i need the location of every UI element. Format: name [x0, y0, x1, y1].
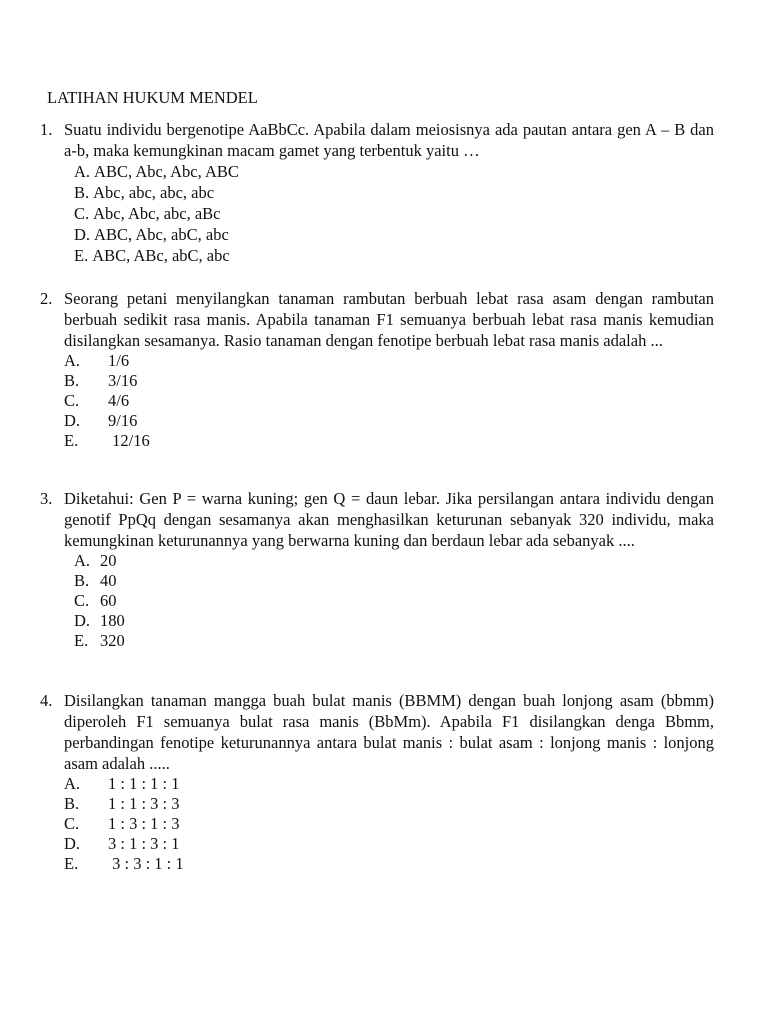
option-value: ABC, ABc, abC, abc	[92, 246, 230, 265]
option-value: ABC, Abc, abC, abc	[94, 225, 229, 244]
option-letter: D.	[74, 225, 91, 244]
option-d	[64, 834, 714, 854]
option-value: 1 : 1 : 1 : 1	[108, 774, 180, 793]
question-number: 3.	[40, 489, 53, 508]
option-b	[64, 794, 714, 814]
option-letter: E.	[64, 854, 79, 873]
option-list	[74, 161, 714, 266]
question-2	[40, 288, 714, 451]
option-value: 320	[100, 631, 125, 650]
option-value: 1 : 1 : 3 : 3	[108, 794, 180, 813]
option-letter: B.	[74, 183, 90, 202]
option-letter: D.	[64, 411, 81, 430]
question-text: Seorang petani menyilangkan tanaman rambutan berbuah lebat rasa asam dengan rambutan berbuah sedikit rasa manis. Apabila tanaman F1 semuanya berbuah lebat rasa manis kemudian disilangkan sesamanya. Rasio tanaman dengan fenotipe berbuah lebat rasa manis adalah ...	[64, 289, 714, 350]
option-value: 4/6	[108, 391, 130, 410]
question-4	[40, 690, 714, 874]
option-value: 60	[100, 591, 117, 610]
option-d	[74, 611, 714, 631]
question-text: Diketahui: Gen P = warna kuning; gen Q = daun lebar. Jika persilangan antara individu dengan genotif PpQq dengan sesamanya akan menghasilkan keturunan sebanyak 320 individu, maka kemungkinan keturunannya yang berwarna kuning dan berdaun lebar ada sebanyak ....	[64, 489, 714, 550]
option-value: 1 : 3 : 1 : 3	[108, 814, 180, 833]
option-letter: E.	[74, 631, 89, 650]
option-list	[64, 774, 714, 874]
option-value: Abc, abc, abc, abc	[93, 183, 215, 202]
option-value: 9/16	[108, 411, 138, 430]
option-letter: C.	[74, 204, 90, 223]
option-value: 3 : 3 : 1 : 1	[108, 854, 184, 873]
option-list	[64, 351, 714, 451]
option-c	[74, 591, 714, 611]
option-value: 40	[100, 571, 117, 590]
question-1	[40, 119, 714, 266]
option-letter: A.	[64, 351, 81, 370]
option-value: 1/6	[108, 351, 130, 370]
option-b	[64, 371, 714, 391]
option-letter: B.	[64, 794, 80, 813]
option-value: Abc, Abc, abc, aBc	[93, 204, 221, 223]
option-b	[74, 182, 714, 203]
option-a	[64, 351, 714, 371]
option-c	[64, 391, 714, 411]
option-letter: C.	[64, 814, 80, 833]
question-number: 1.	[40, 120, 53, 139]
option-a	[74, 551, 714, 571]
option-letter: E.	[64, 431, 79, 450]
option-letter: D.	[64, 834, 81, 853]
option-e	[74, 631, 714, 651]
option-list	[74, 551, 714, 651]
option-value: 12/16	[108, 431, 150, 450]
page-title: LATIHAN HUKUM MENDEL	[47, 88, 258, 107]
option-value: ABC, Abc, Abc, ABC	[94, 162, 239, 181]
option-letter: E.	[74, 246, 89, 265]
option-letter: A.	[64, 774, 81, 793]
question-number: 2.	[40, 289, 53, 308]
option-d	[64, 411, 714, 431]
option-letter: B.	[64, 371, 80, 390]
option-letter: D.	[74, 611, 91, 630]
option-a	[74, 161, 714, 182]
option-e	[64, 431, 714, 451]
option-c	[64, 814, 714, 834]
option-letter: C.	[74, 591, 90, 610]
option-letter: A.	[74, 551, 91, 570]
question-text: Disilangkan tanaman mangga buah bulat manis (BBMM) dengan buah lonjong asam (bbmm) diperoleh F1 semuanya bulat rasa manis (BbMm). Apabila F1 disilangkan denga Bbmm, perbandingan fenotipe keturunannya antara bulat manis : bulat asam : lonjong manis : lonjong asam adalah .....	[64, 691, 714, 773]
option-value: 20	[100, 551, 117, 570]
option-b	[74, 571, 714, 591]
question-text: Suatu individu bergenotipe AaBbCc. Apabila dalam meiosisnya ada pautan antara gen A – B dan a-b, maka kemungkinan macam gamet yang terbentuk yaitu …	[64, 120, 714, 160]
option-e	[74, 245, 714, 266]
option-value: 3/16	[108, 371, 138, 390]
option-a	[64, 774, 714, 794]
option-c	[74, 203, 714, 224]
option-letter: C.	[64, 391, 80, 410]
option-value: 180	[100, 611, 125, 630]
option-d	[74, 224, 714, 245]
option-letter: A.	[74, 162, 91, 181]
option-e	[64, 854, 714, 874]
option-value: 3 : 1 : 3 : 1	[108, 834, 180, 853]
question-number: 4.	[40, 691, 53, 710]
option-letter: B.	[74, 571, 90, 590]
question-3	[40, 488, 714, 651]
